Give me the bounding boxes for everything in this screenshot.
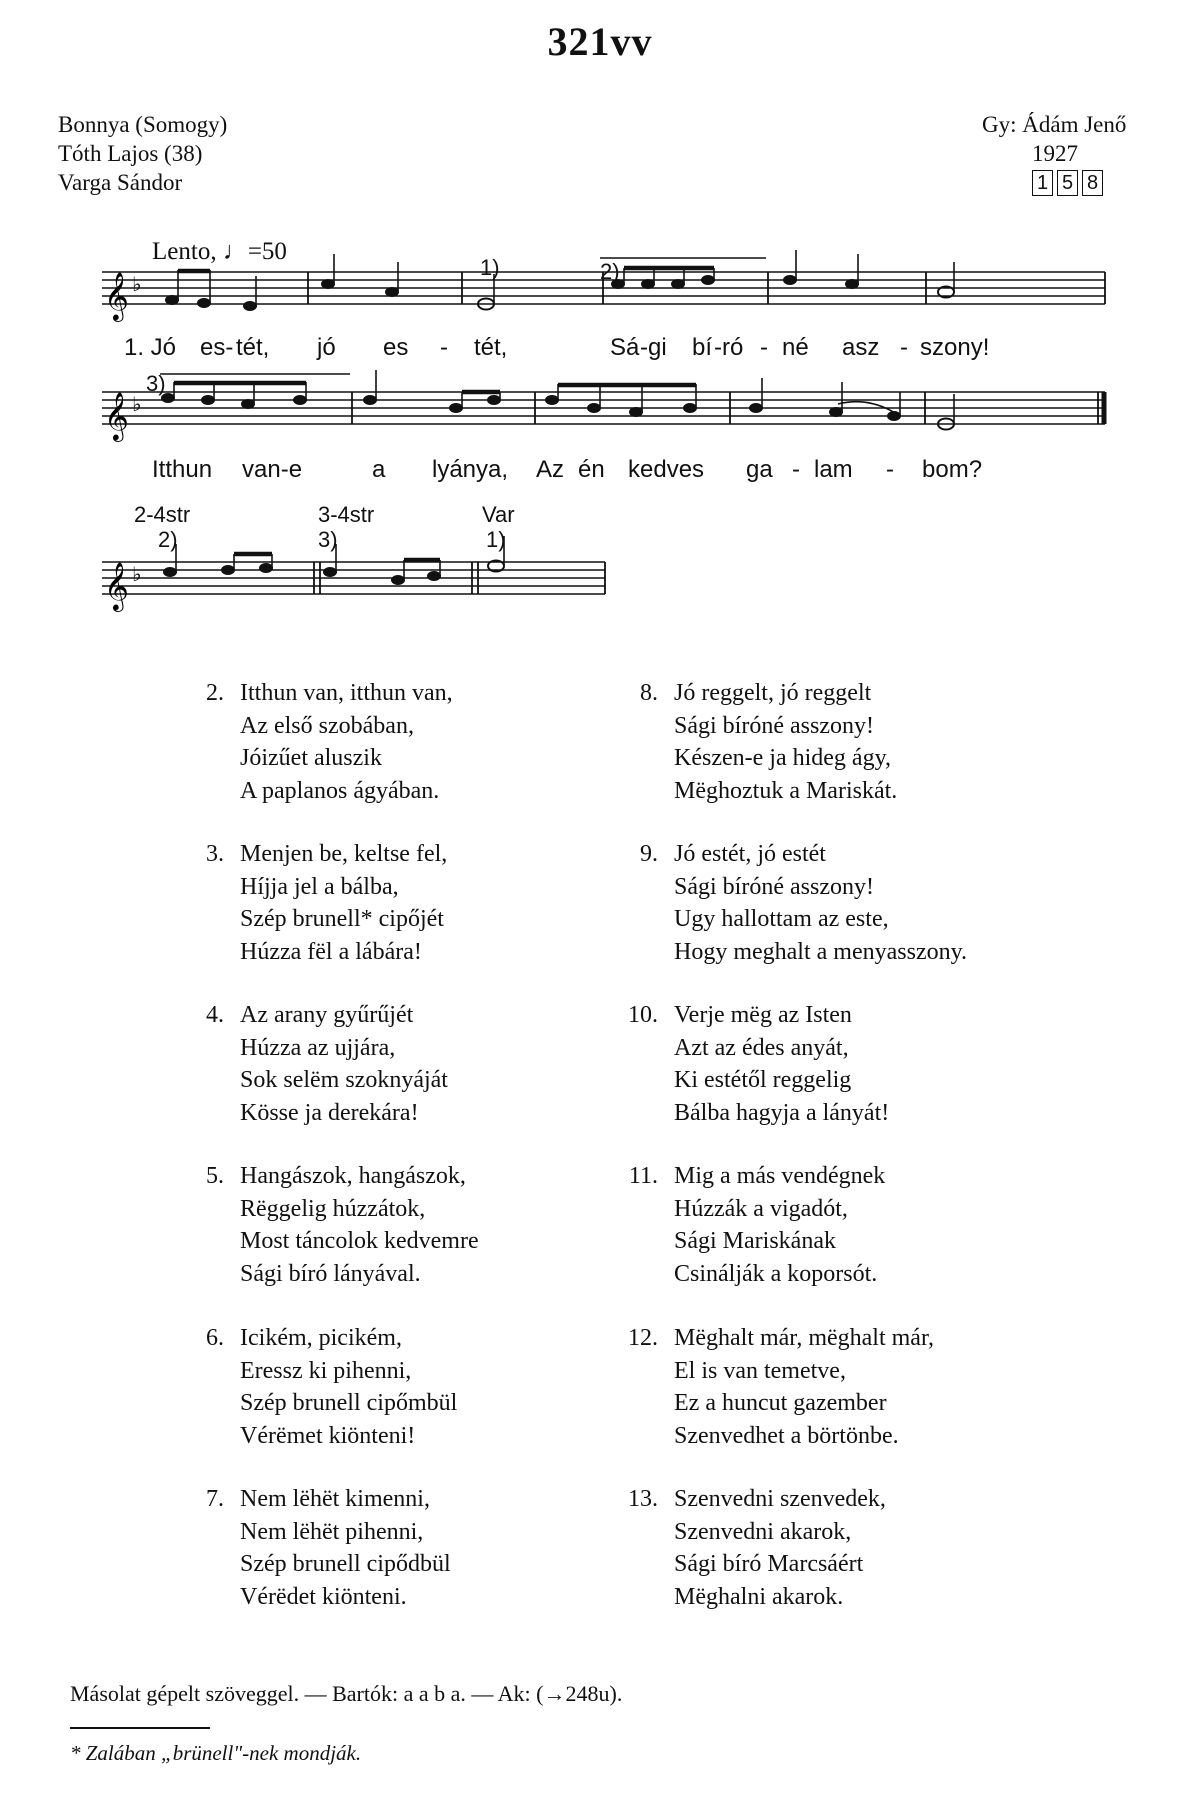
treble-clef-icon: 𝄞: [104, 391, 129, 440]
stanza-line: Icikém, picikém,: [240, 1325, 402, 1351]
footnote-divider: [70, 1727, 210, 1729]
quarter-note-icon: ♩: [222, 238, 248, 265]
lyric-syllable: jó: [317, 334, 336, 361]
treble-clef-icon: 𝄞: [104, 561, 129, 610]
stanza-number: 8.: [640, 680, 658, 706]
stanza-number: 6.: [206, 1325, 224, 1351]
stanza-line: Az első szobában,: [240, 712, 414, 739]
stanza-line: Bálba hagyja a lányát!: [674, 1099, 890, 1126]
stanza-line: A paplanos ágyában.: [240, 777, 440, 804]
variant-mark: 3): [318, 527, 338, 552]
stanza-line: Szép brunell cipődbül: [240, 1551, 451, 1577]
stanza-line: Mëghoztuk a Mariskát.: [674, 777, 898, 804]
stanza-line: Hangászok, hangászok,: [240, 1163, 466, 1189]
lyric-syllable: es: [383, 334, 409, 361]
stanza-line: Sági bíróné asszony!: [674, 873, 874, 900]
footnote: * Zalában „brünell"-nek mondják.: [70, 1741, 362, 1765]
stanza-line: Mëghalt már, mëghalt már,: [674, 1325, 934, 1351]
lyric-syllable: es-: [200, 334, 234, 361]
stanza-number: 10.: [628, 1002, 658, 1028]
stanza-line: Jóizűet aluszik: [240, 745, 382, 771]
variant-label: 2-4str: [134, 502, 191, 527]
stanza-number: 5.: [206, 1163, 224, 1189]
lyric-syllable: én: [578, 456, 605, 483]
musician: Varga Sándor: [58, 170, 183, 195]
variant-mark: 1): [480, 255, 500, 280]
lyric-syllable: Sá: [610, 334, 640, 361]
lyric-syllable: -ró: [714, 334, 744, 361]
stanza-line: Szenvedni szenvedek,: [674, 1486, 886, 1512]
variant-mark: 2): [158, 527, 178, 552]
stanza-line: Híjja jel a bálba,: [240, 873, 399, 900]
variant-mark: 1): [486, 527, 506, 552]
lyric-syllable: né: [782, 334, 809, 361]
stanza-number: 7.: [206, 1486, 224, 1512]
flat-icon: ♭: [132, 392, 142, 416]
lyric-syllable: kedves: [628, 456, 705, 483]
stanza-number: 13.: [628, 1486, 658, 1512]
tempo-label: Lento,: [152, 238, 217, 265]
stanza-number: 11.: [628, 1163, 658, 1189]
stanza-line: Szép brunell cipőmbül: [240, 1390, 458, 1416]
stanza-line: Húzza fël a lábára!: [240, 938, 422, 965]
variant-label: 3-4str: [318, 502, 375, 527]
stanza-line: Menjen be, keltse fel,: [240, 841, 448, 867]
stanza-line: Azt az édes anyát,: [674, 1034, 849, 1061]
stanza-line: Sok selëm szoknyáját: [240, 1067, 448, 1093]
collector: Gy: Ádám Jenő: [982, 112, 1127, 137]
stanza-line: Vérëmet kiönteni!: [240, 1422, 416, 1449]
stanza-line: Jó estét, jó estét: [674, 841, 826, 867]
lyric-syllable: bom?: [922, 456, 983, 483]
lyric-syllable: -: [900, 334, 908, 361]
stanza-line: Ugy hallottam az este,: [674, 906, 889, 932]
stanza-line: Nem lëhët pihenni,: [240, 1518, 424, 1545]
stanza-line: Sági bíró lányával.: [240, 1260, 421, 1287]
page-title: 321vv: [547, 19, 653, 64]
variant-mark: 2): [600, 259, 620, 284]
lyric-syllable: tét,: [236, 334, 270, 361]
stanza-line: Itthun van, itthun van,: [240, 680, 453, 706]
lyric-syllable: -: [886, 456, 894, 483]
reference-box: 1: [1032, 170, 1053, 196]
stanza-number: 2.: [206, 680, 224, 706]
stanza-line: El is van temetve,: [674, 1357, 846, 1384]
stanza-line: Csinálják a koporsót.: [674, 1260, 878, 1287]
lyric-syllable: bí: [692, 334, 713, 361]
lyric-syllable: ga: [746, 456, 773, 483]
stanza-line: Szép brunell* cipőjét: [240, 906, 444, 932]
variant-label: Var: [482, 502, 515, 527]
tempo-value: =50: [247, 238, 287, 265]
lyric-syllable: a: [372, 456, 386, 483]
stanza-number: 12.: [628, 1325, 658, 1351]
singer: Tóth Lajos (38): [58, 141, 203, 166]
stanza-line: Kösse ja derekára!: [240, 1099, 419, 1126]
lyric-syllable: Itthun: [152, 456, 213, 483]
lyric-syllable: -gi: [640, 334, 667, 361]
lyric-syllable: -: [760, 334, 768, 361]
lyric-syllable: lam: [814, 456, 853, 483]
stanza-number: 9.: [640, 841, 658, 867]
reference-box: 8: [1082, 170, 1103, 196]
stanza-line: Vérëdet kiönteni.: [240, 1583, 407, 1610]
variant-mark: 3): [146, 371, 166, 396]
source-note: Másolat gépelt szöveggel. — Bartók: a a b a. — Ak: (→248u).: [70, 1681, 623, 1706]
stanza-line: Készen-e ja hideg ágy,: [674, 745, 892, 771]
lyric-syllable: -: [792, 456, 800, 483]
stanza-number: 4.: [206, 1002, 224, 1028]
stanza-number: 3.: [206, 841, 224, 867]
stanza-line: Mëghalni akarok.: [674, 1583, 844, 1610]
lyric-syllable: 1. Jó: [124, 334, 177, 361]
stanza-line: Szenvedhet a börtönbe.: [674, 1422, 899, 1449]
staff-2: [102, 370, 1105, 442]
lyric-syllable: lyánya,: [432, 456, 509, 483]
stanza-line: Húzza az ujjára,: [240, 1034, 396, 1061]
year: 1927: [1032, 141, 1078, 166]
stanza-line: Jó reggelt, jó reggelt: [674, 680, 872, 706]
stanza-line: Sági bíróné asszony!: [674, 712, 874, 739]
location: Bonnya (Somogy): [58, 112, 228, 137]
stanza-line: Eressz ki pihenni,: [240, 1357, 412, 1384]
lyric-syllable: tét,: [474, 334, 508, 361]
stanza-line: Húzzák a vigadót,: [674, 1195, 848, 1222]
stanza-line: Nem lëhët kimenni,: [240, 1486, 430, 1512]
stanza-line: Rëggelig húzzátok,: [240, 1195, 426, 1222]
lyric-syllable: -: [440, 334, 448, 361]
flat-icon: ♭: [132, 272, 142, 296]
stanza-line: Sági bíró Marcsáért: [674, 1551, 864, 1577]
lyric-syllable: szony!: [920, 334, 990, 361]
lyric-syllable: Az: [536, 456, 565, 483]
reference-box: 5: [1057, 170, 1078, 196]
stanza-line: Most táncolok kedvemre: [240, 1228, 479, 1254]
stanza-line: Ez a huncut gazember: [674, 1390, 887, 1416]
flat-icon: ♭: [132, 562, 142, 586]
stanza-line: Sági Mariskának: [674, 1228, 836, 1254]
stanza-line: Mig a más vendégnek: [674, 1163, 886, 1189]
lyric-syllable: van-e: [242, 456, 303, 483]
stanza-line: Ki estétől reggelig: [674, 1067, 852, 1093]
lyric-syllable: asz: [842, 334, 880, 361]
treble-clef-icon: 𝄞: [104, 271, 129, 320]
stanza-line: Verje mëg az Isten: [674, 1002, 852, 1028]
stanza-line: Hogy meghalt a menyasszony.: [674, 938, 968, 965]
stanza-line: Szenvedni akarok,: [674, 1518, 852, 1545]
stanza-line: Az arany gyűrűjét: [240, 1002, 414, 1028]
